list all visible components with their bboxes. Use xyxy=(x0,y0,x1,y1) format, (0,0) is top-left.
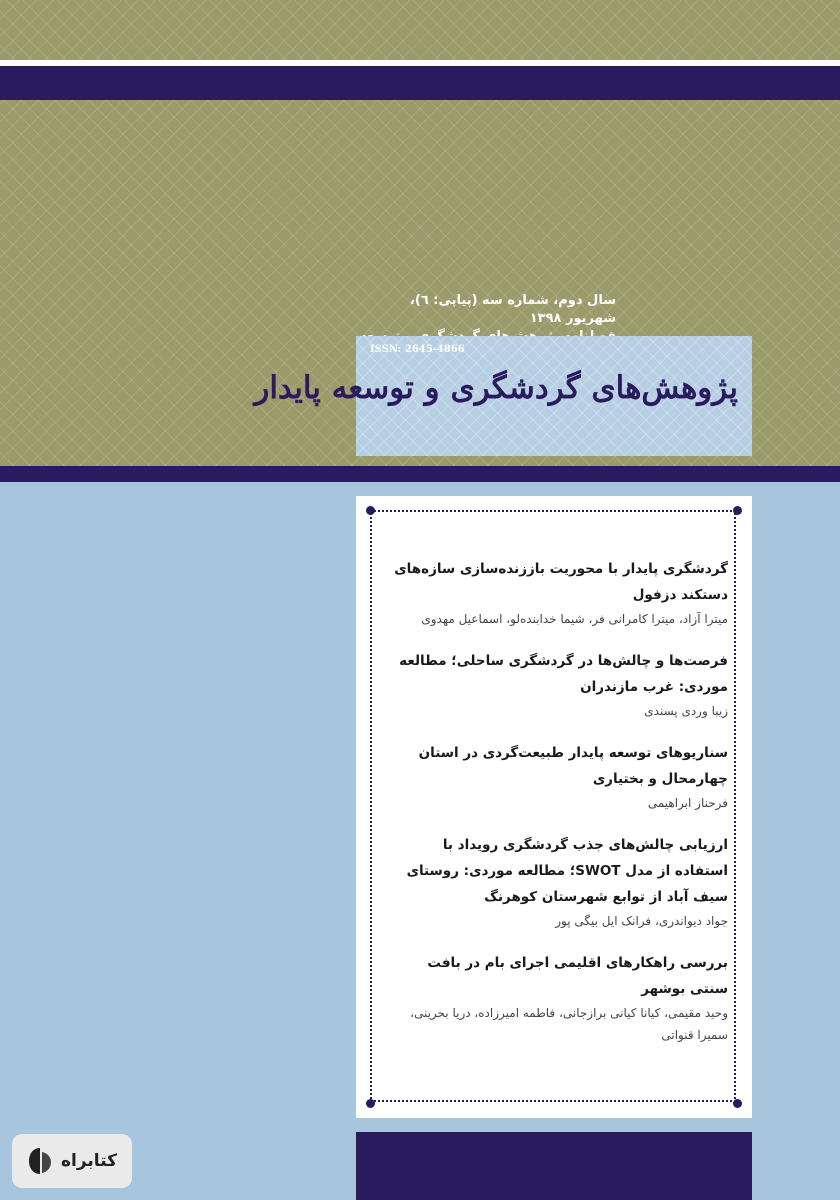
article-item xyxy=(388,950,728,1046)
article-title: سناریوهای توسعه پایدار طبیعت‌گردی در استان چهارمحال و بختیاری xyxy=(418,745,728,787)
issue-line: سال دوم، شماره سه (پیاپی: ٦)، شهریور ١٣٩٨ xyxy=(409,293,616,326)
middle-navy-band xyxy=(0,466,840,482)
bottom-navy-block xyxy=(356,1132,752,1200)
logo-text: کتابراه xyxy=(60,1151,118,1171)
article-title: فرصت‌ها و چالش‌ها در گردشگری ساحلی؛ مطالعه موردی: غرب مازندران xyxy=(399,653,728,695)
journal-title: پژوهش‌های گردشگری و توسعه پایدار xyxy=(254,370,738,406)
article-item xyxy=(388,556,728,630)
article-title: ارزیابی چالش‌های جذب گردشگری رویداد با استفاده از مدل SWOT؛ مطالعه موردی: روستای سیف آباد از توابع شهرستان کوهرنگ xyxy=(406,837,728,905)
article-authors: وحید مقیمی، کیانا کیانی برازجانی، فاطمه امیرزاده، دریا بحرینی، سمیرا قنواتی xyxy=(410,1006,728,1042)
article-authors: زیبا وردی پسندی xyxy=(644,704,728,718)
article-authors: جواد دیواندری، فرانک ایل بیگی پور xyxy=(555,914,728,928)
article-title: گردشگری پایدار با محوریت باززنده‌سازی سازه‌های دستکند دزفول xyxy=(394,561,728,603)
article-item xyxy=(388,832,728,932)
journal-title-box xyxy=(254,336,752,456)
corner-dot-icon xyxy=(366,506,375,515)
table-of-contents-card xyxy=(356,496,752,1118)
book-logo-icon xyxy=(27,1146,53,1176)
article-item xyxy=(388,648,728,722)
article-authors: فرحناز ابراهیمی xyxy=(647,796,728,810)
corner-dot-icon xyxy=(733,506,742,515)
corner-dot-icon xyxy=(733,1099,742,1108)
corner-dot-icon xyxy=(366,1099,375,1108)
issn-label: ISSN: 2645-4866 xyxy=(370,344,465,355)
article-item xyxy=(388,740,728,814)
article-list xyxy=(388,556,728,1064)
article-title: بررسی راهکارهای اقلیمی اجرای بام در بافت سنتی بوشهر xyxy=(427,955,728,997)
ketabrah-logo-badge[interactable] xyxy=(12,1134,132,1188)
top-navy-band xyxy=(0,66,840,100)
article-authors: میترا آزاد، میترا کامرانی فر، شیما خدابنده‌لو، اسماعیل مهدوی xyxy=(421,612,728,626)
